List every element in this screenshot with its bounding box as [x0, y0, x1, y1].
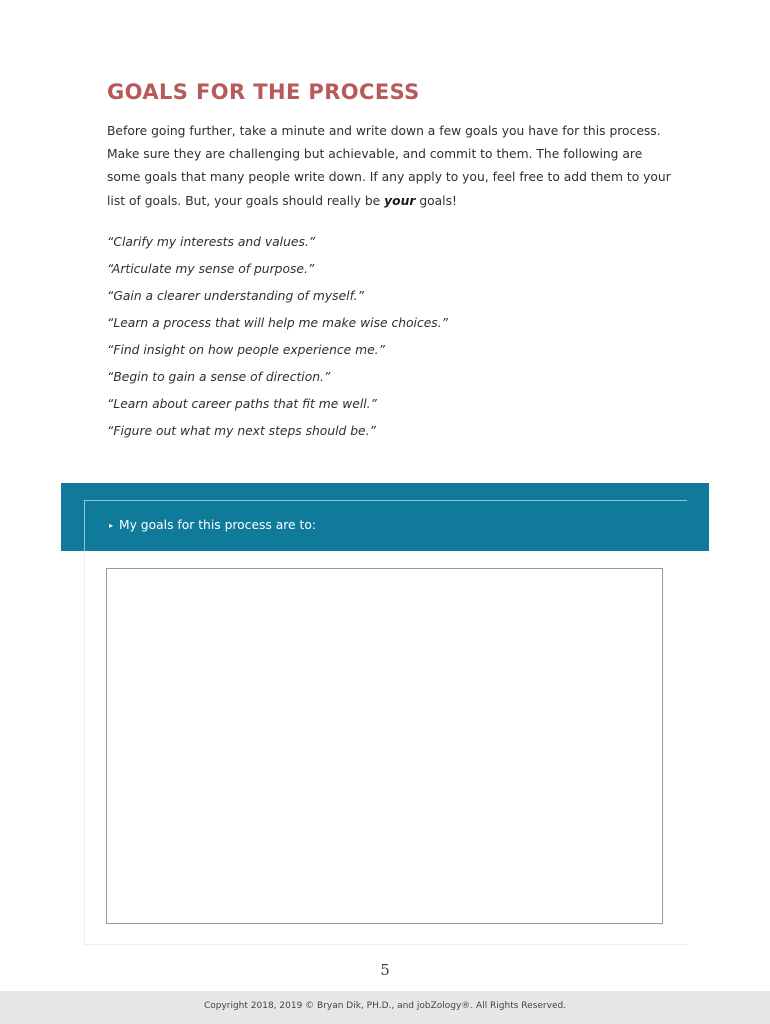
copyright-text: Copyright 2018, 2019 © Bryan Dik, PH.D., and jobZology®. All Rights Reserved.: [203, 1001, 567, 1011]
example-goals-list: [107, 229, 448, 445]
example-goal: “Figure out what my next steps should be.”: [107, 424, 376, 438]
example-goal: “Find insight on how people experience me.”: [107, 343, 385, 357]
example-goal: “Gain a clearer understanding of myself.”: [107, 289, 364, 303]
banner-label-text: My goals for this process are to:: [119, 518, 317, 532]
intro-emphasis: your: [384, 193, 416, 208]
intro-paragraph: [107, 120, 672, 213]
footer-bar: [0, 991, 770, 1024]
intro-text-end: goals!: [415, 193, 457, 208]
intro-text-start: Before going further, take a minute and write down a few goals you have for this process. Make sure they are challenging but achievable, and commit to them. The following are some goals that many people write down. If any apply to you, feel free to add them to your list of goals. But, your goals should really be: [107, 124, 671, 208]
triangle-right-icon: ▸: [109, 521, 114, 530]
example-goal: “Articulate my sense of purpose.”: [107, 262, 315, 276]
example-goal: “Clarify my interests and values.”: [107, 235, 316, 249]
example-goal: “Learn about career paths that fit me well.”: [107, 397, 377, 411]
goals-banner: [61, 483, 709, 551]
goals-answer-field[interactable]: [106, 568, 663, 924]
page-title: GOALS FOR THE PROCESS: [107, 80, 420, 104]
banner-frame: [84, 500, 687, 552]
example-goal: “Learn a process that will help me make wise choices.”: [107, 316, 448, 330]
banner-label: [109, 517, 316, 534]
example-goal: “Begin to gain a sense of direction.”: [107, 370, 331, 384]
page-number: 5: [380, 961, 390, 979]
